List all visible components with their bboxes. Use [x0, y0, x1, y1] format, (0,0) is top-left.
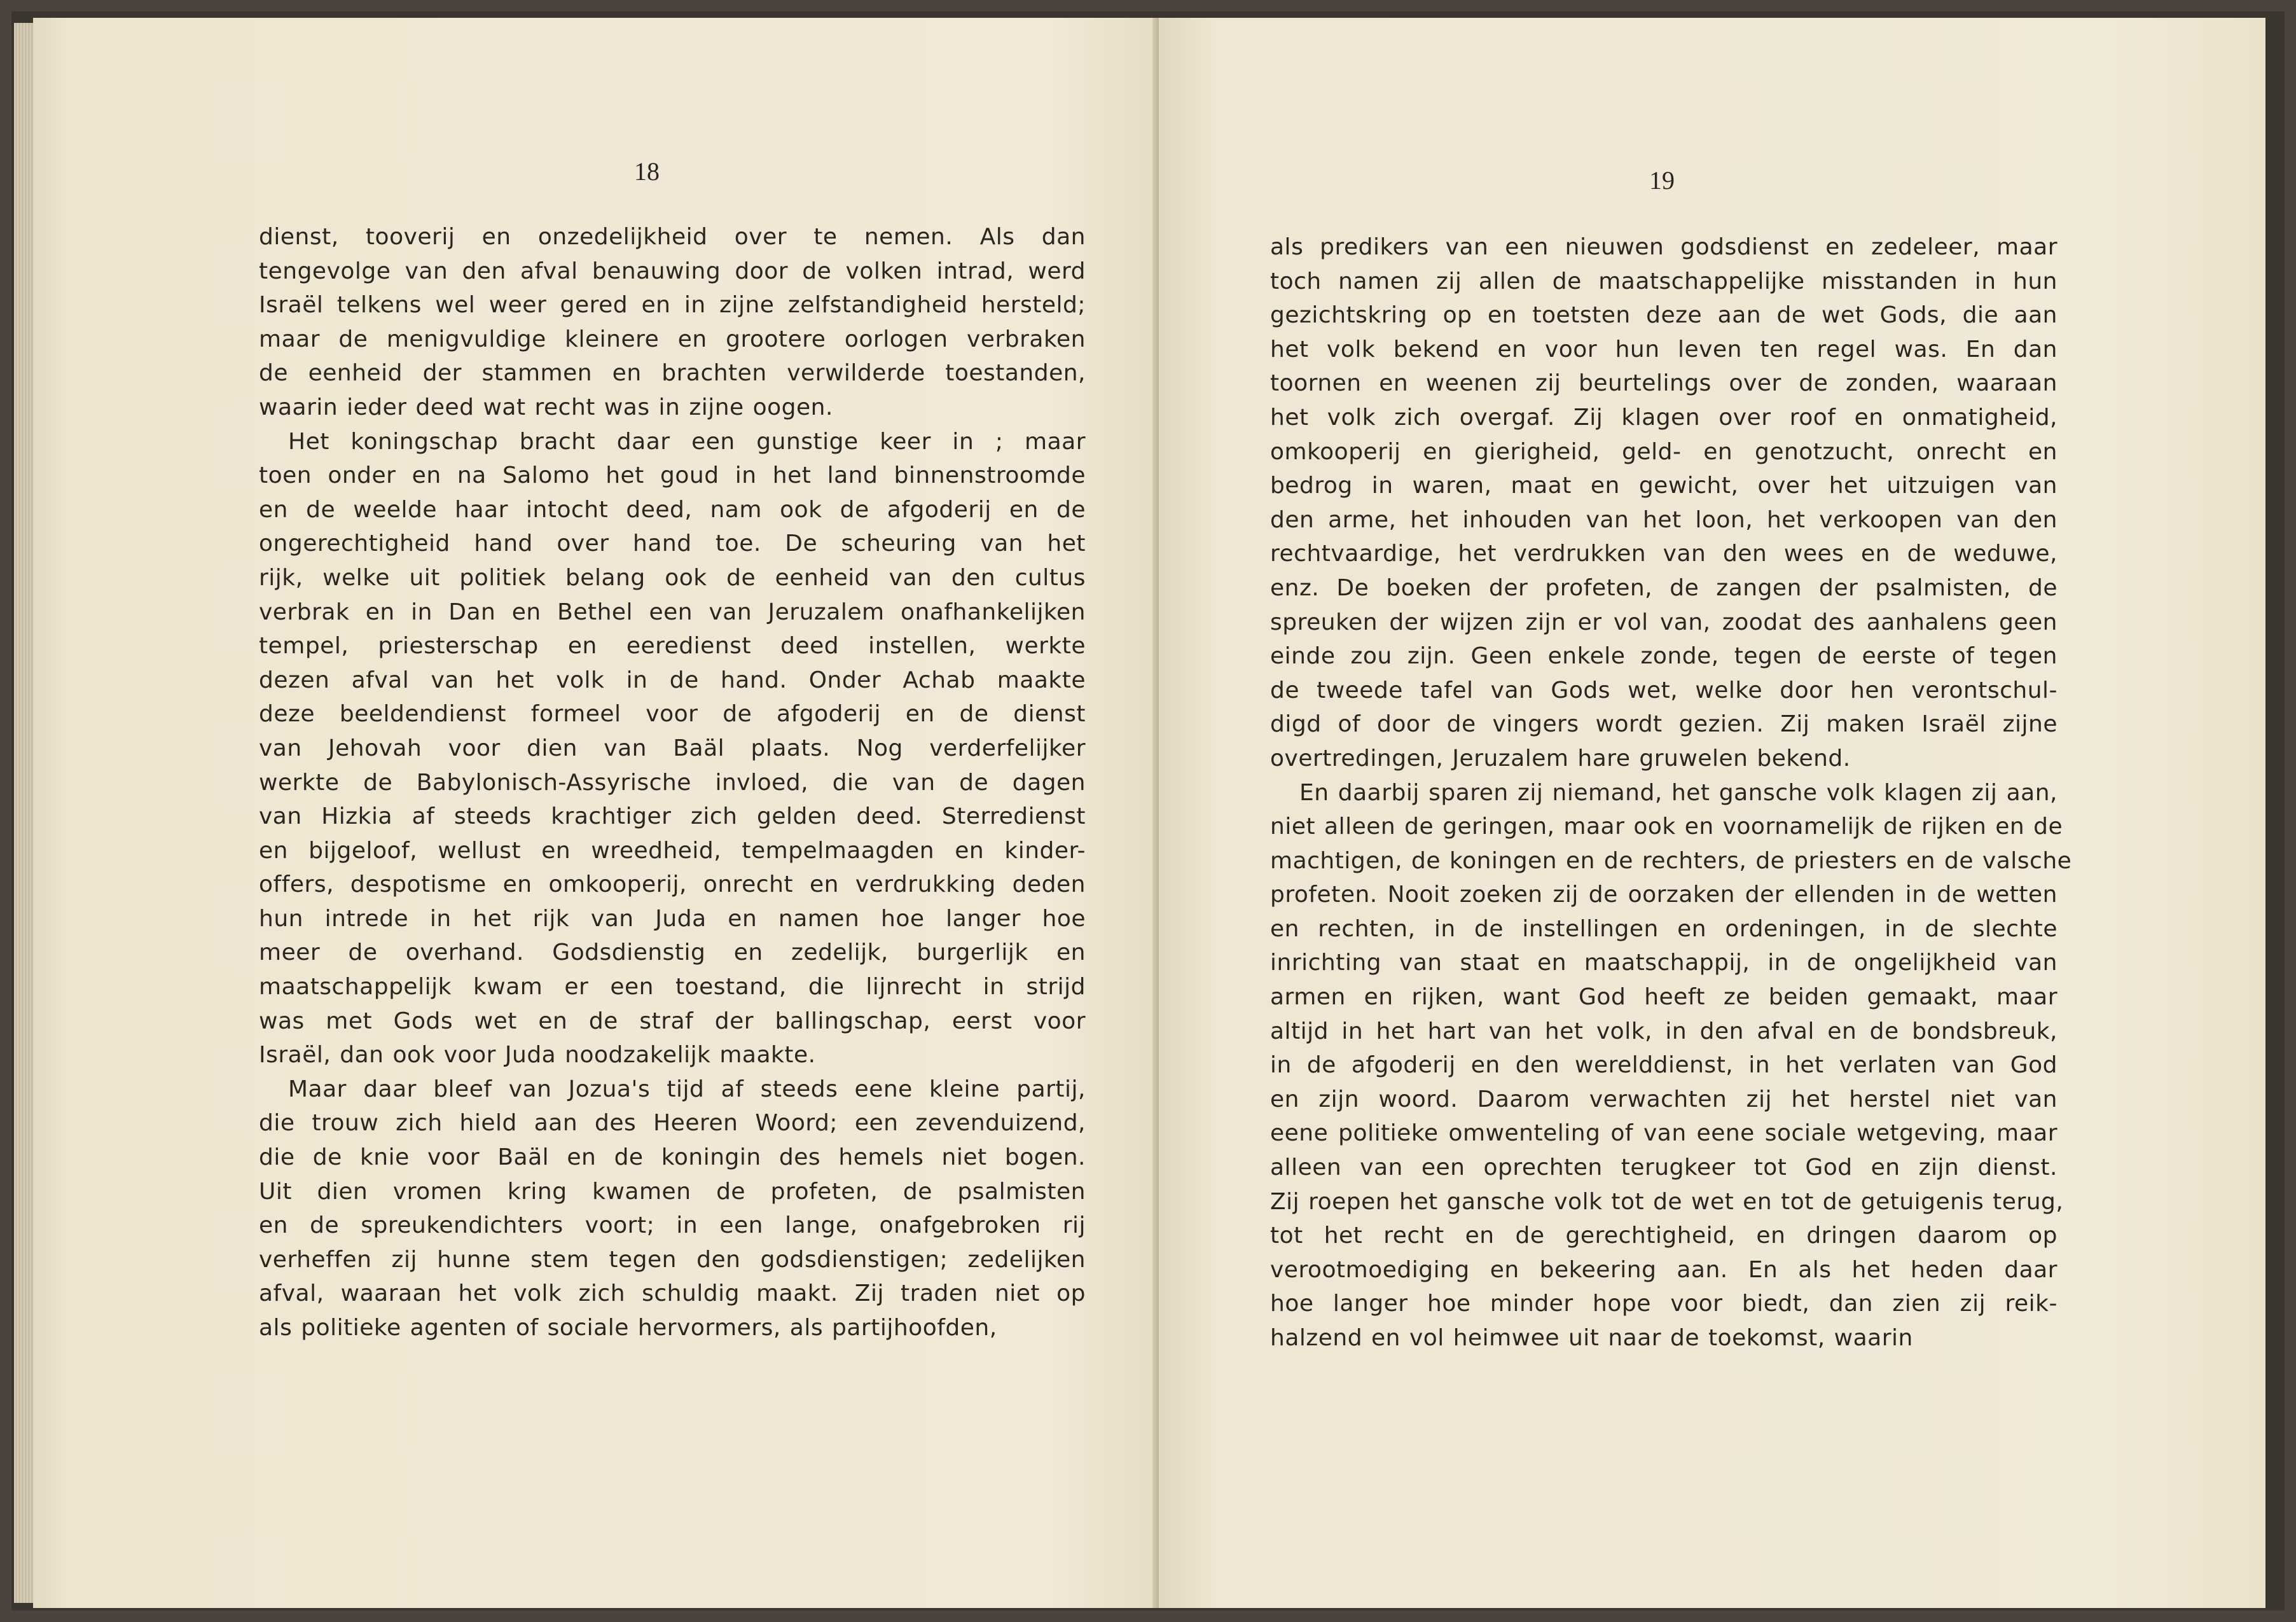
text-line: profeten. Nooit zoeken zij de oorzaken der ellenden in de wetten [1270, 882, 2057, 908]
text-line: verbrak en in Dan en Bethel een van Jeruzalem onafhankelijken [259, 599, 1086, 625]
text-line: armen en rijken, want God heeft ze beiden gemaakt, maar [1270, 984, 2057, 1011]
text-line: Zij roepen het gansche volk tot de wet en tot de getuigenis terug, [1270, 1188, 2064, 1215]
text-line: de tweede tafel van Gods wet, welke door hen verontschul- [1270, 677, 2057, 704]
text-line: offers, despotisme en omkooperij, onrecht en verdrukking deden [259, 871, 1086, 898]
text-line: halzend en vol heimwee uit naar de toekomst, waarin [1270, 1325, 1913, 1351]
text-line: tengevolge van den afval benauwing door de volken intrad, werd [259, 258, 1086, 284]
text-line: Israël, dan ook voor Juda noodzakelijk maakte. [259, 1042, 816, 1069]
text-line: rijk, welke uit politiek belang ook de eenheid van den cultus [259, 564, 1086, 591]
text-line: altijd in het hart van het volk, in den afval en de bondsbreuk, [1270, 1018, 2057, 1044]
text-line: Het koningschap bracht daar een gunstige keer in ; maar [288, 428, 1086, 455]
text-line: hoe langer hoe minder hope voor biedt, dan zien zij reik- [1270, 1291, 2057, 1317]
text-line: maar de menigvuldige kleinere en grootere oorlogen verbraken [259, 326, 1086, 352]
right-page [1159, 18, 2265, 1608]
text-line: als predikers van een nieuwen godsdienst en zedeleer, maar [1270, 234, 2057, 260]
text-line: werkte de Babylonisch-Assyrische invloed, die van de dagen [259, 769, 1086, 796]
text-line: verootmoediging en bekeering aan. En als het heden daar [1270, 1256, 2057, 1283]
text-line: de eenheid der stammen en brachten verwilderde toestanden, [259, 360, 1086, 387]
text-line: eene politieke omwenteling of van eene sociale wetgeving, maar [1270, 1120, 2057, 1147]
text-line: omkooperij en gierigheid, geld- en genotzucht, onrecht en [1270, 438, 2057, 465]
text-line: toch namen zij allen de maatschappelijke misstanden in hun [1270, 268, 2057, 295]
page-number: 18 [634, 157, 660, 186]
text-line: rechtvaardige, het verdrukken van den wees en de weduwe, [1270, 541, 2057, 567]
text-line: en bijgeloof, wellust en wreedheid, tempelmaagden en kinder- [259, 837, 1086, 864]
text-line: Uit dien vromen kring kwamen de profeten, de psalmisten [259, 1178, 1086, 1205]
text-line: gezichtskring op en toetsten deze aan de wet Gods, die aan [1270, 302, 2057, 329]
page-text [1270, 230, 2072, 1355]
text-line: dezen afval van het volk in de hand. Onder Achab maakte [259, 667, 1086, 693]
text-line: en rechten, in de instellingen en ordeningen, in de slechte [1270, 915, 2057, 942]
text-line: bedrog in waren, maat en gewicht, over het uitzuigen van [1270, 473, 2057, 499]
text-line: die trouw zich hield aan des Heeren Woord; een zevenduizend, [259, 1110, 1086, 1137]
page-number: 19 [1649, 166, 1675, 195]
text-line: en zijn woord. Daarom verwachten zij het herstel niet van [1270, 1086, 2057, 1113]
text-line: als politieke agenten of sociale hervormers, als partijhoofden, [259, 1315, 997, 1341]
text-line: in de afgoderij en den werelddienst, in het verlaten van God [1270, 1052, 2057, 1079]
text-line: en de spreukendichters voort; in een lange, onafgebroken rij [259, 1212, 1086, 1239]
text-line: spreuken der wijzen zijn er vol van, zoodat des aanhalens geen [1270, 609, 2057, 635]
text-line: het volk zich overgaf. Zij klagen over roof en onmatigheid, [1270, 404, 2057, 431]
text-line: toen onder en na Salomo het goud in het land binnenstroomde [259, 462, 1086, 489]
text-line: deze beeldendienst formeel voor de afgoderij en de dienst [259, 701, 1086, 728]
text-line: tempel, priesterschap en eeredienst deed instellen, werkte [259, 633, 1086, 660]
text-line: alleen van een oprechten terugkeer tot God en zijn dienst. [1270, 1154, 2057, 1181]
text-line: En daarbij sparen zij niemand, het gansche volk klagen zij aan, [1299, 779, 2057, 806]
text-line: Israël telkens wel weer gered en in zijne zelfstandigheid hersteld; [259, 292, 1086, 319]
text-line: afval, waaraan het volk zich schuldig maakt. Zij traden niet op [259, 1280, 1086, 1307]
text-line: tot het recht en de gerechtigheid, en dringen daarom op [1270, 1223, 2057, 1249]
text-line: den arme, het inhouden van het loon, het verkoopen van den [1270, 506, 2057, 533]
text-line: het volk bekend en voor hun leven ten regel was. En dan [1270, 336, 2057, 363]
page-edges [14, 23, 36, 1603]
text-line: was met Gods wet en de straf der ballingschap, eerst voor [259, 1008, 1086, 1034]
text-line: machtigen, de koningen en de rechters, de priesters en de valsche [1270, 847, 2072, 874]
text-line: digd of door de vingers wordt gezien. Zij maken Israël zijne [1270, 711, 2057, 738]
text-line: einde zou zijn. Geen enkele zonde, tegen de eerste of tegen [1270, 643, 2057, 670]
text-line: inrichting van staat en maatschappij, in de ongelijkheid van [1270, 950, 2057, 976]
text-line: enz. De boeken der profeten, de zangen der psalmisten, de [1270, 574, 2057, 601]
text-line: van Hizkia af steeds krachtiger zich gelden deed. Sterredienst [259, 803, 1086, 830]
text-line: van Jehovah voor dien van Baäl plaats. Nog verderfelijker [259, 735, 1086, 761]
text-line: hun intrede in het rijk van Juda en namen hoe langer hoe [259, 905, 1086, 932]
text-line: waarin ieder deed wat recht was in zijne oogen. [259, 394, 833, 420]
text-line: overtredingen, Jeruzalem hare gruwelen bekend. [1270, 745, 1851, 772]
text-line: niet alleen de geringen, maar ook en voornamelijk de rijken en de [1270, 814, 2063, 840]
text-line: en de weelde haar intocht deed, nam ook de afgoderij en de [259, 496, 1086, 523]
page-text [259, 220, 1086, 1345]
text-line: Maar daar bleef van Jozua's tijd af steeds eene kleine partij, [288, 1076, 1086, 1102]
text-line: maatschappelijk kwam er een toestand, die lijnrecht in strijd [259, 974, 1086, 1001]
text-line: ongerechtigheid hand over hand toe. De scheuring van het [259, 530, 1086, 557]
text-line: die de knie voor Baäl en de koningin des hemels niet bogen. [259, 1144, 1086, 1171]
text-line: meer de overhand. Godsdienstig en zedelijk, burgerlijk en [259, 939, 1086, 966]
text-line: verheffen zij hunne stem tegen den godsdienstigen; zedelijken [259, 1246, 1086, 1273]
text-line: dienst, tooverij en onzedelijkheid over te nemen. Als dan [259, 224, 1086, 250]
left-page [33, 18, 1159, 1608]
text-line: toornen en weenen zij beurtelings over de zonden, waaraan [1270, 370, 2057, 397]
